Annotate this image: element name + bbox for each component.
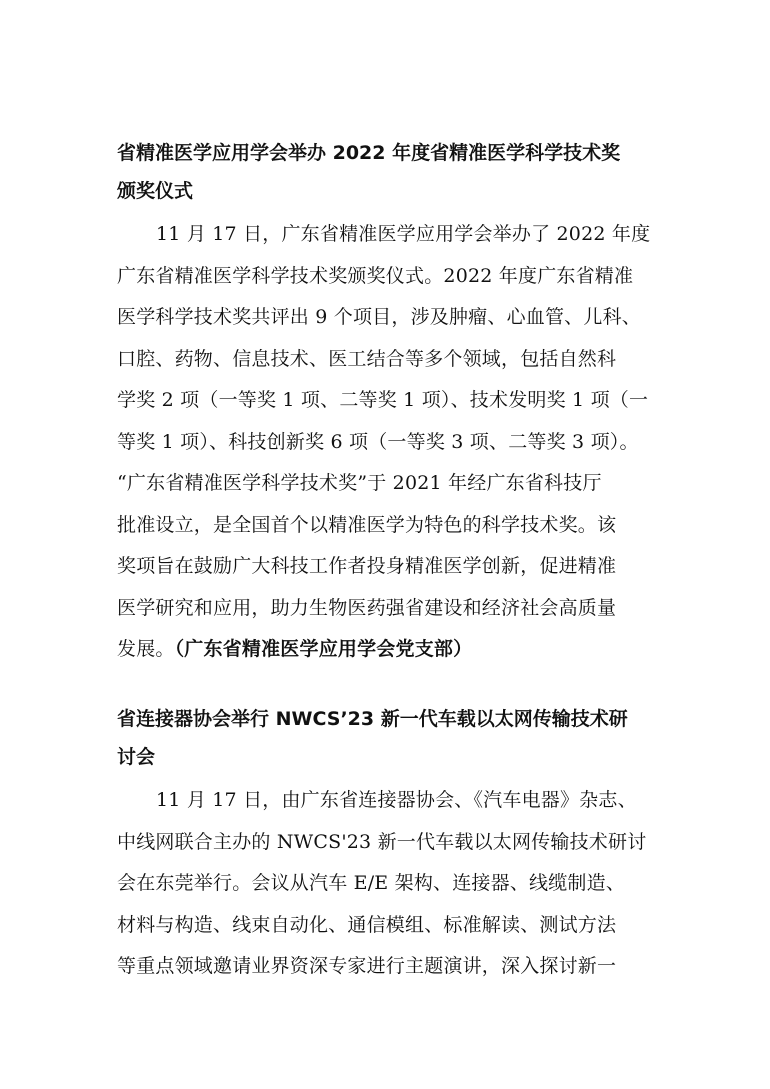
body-line: 医学科学技术奖共评出 9 个项目，涉及肿瘤、心血管、儿科、 [117, 306, 641, 328]
body-line: 医学研究和应用，助力生物医药强省建设和经济社会高质量 [117, 596, 617, 619]
title-line: 讨会 [117, 746, 156, 768]
article-source: （广东省精准医学应用学会党支部） [174, 638, 473, 660]
body-line-text: 发展。 [117, 638, 175, 660]
body-line: 11 月 17 日，广东省精准医学应用学会举办了 2022 年度 [156, 223, 651, 245]
article-connector-seminar [117, 700, 657, 988]
body-line: 批准设立，是全国首个以精准医学为特色的科学技术奖。该 [117, 513, 617, 536]
title-line: 省连接器协会举行 NWCS’23 新一代车载以太网传输技术研 [117, 708, 628, 730]
body-line: 学奖 2 项（一等奖 1 项、二等奖 1 项）、技术发明奖 1 项（一 [117, 389, 649, 411]
article-precision-medicine-award [117, 134, 657, 671]
body-line: 广东省精准医学科学技术奖颁奖仪式。2022 年度广东省精准 [117, 264, 634, 287]
article-title [117, 700, 657, 776]
body-line: 会在东莞举行。会议从汽车 E/E 架构、连接器、线缆制造、 [117, 872, 626, 894]
body-line [117, 629, 657, 671]
body-line: 11 月 17 日，由广东省连接器协会、《汽车电器》杂志、 [156, 789, 637, 811]
body-line: 材料与构造、线束自动化、通信模组、标准解读、测试方法 [117, 913, 617, 936]
body-line: 奖项旨在鼓励广大科技工作者投身精准医学创新，促进精准 [117, 555, 617, 577]
body-line: 中线网联合主办的 NWCS'23 新一代车载以太网传输技术研讨 [117, 830, 647, 853]
body-line: “广东省精准医学科学技术奖”于 2021 年经广东省科技厅 [117, 472, 602, 494]
title-line: 颁奖仪式 [117, 180, 194, 202]
body-line: 等奖 1 项）、科技创新奖 6 项（一等奖 3 项、二等奖 3 项）。 [117, 430, 639, 453]
article-body [117, 780, 657, 988]
body-line: 口腔、药物、信息技术、医工结合等多个领域，包括自然科 [117, 347, 617, 370]
article-title [117, 134, 657, 210]
article-body [117, 214, 657, 671]
title-line: 省精准医学应用学会举办 2022 年度省精准医学科学技术奖 [117, 142, 621, 164]
body-line: 等重点领域邀请业界资深专家进行主题演讲，深入探讨新一 [117, 955, 617, 977]
